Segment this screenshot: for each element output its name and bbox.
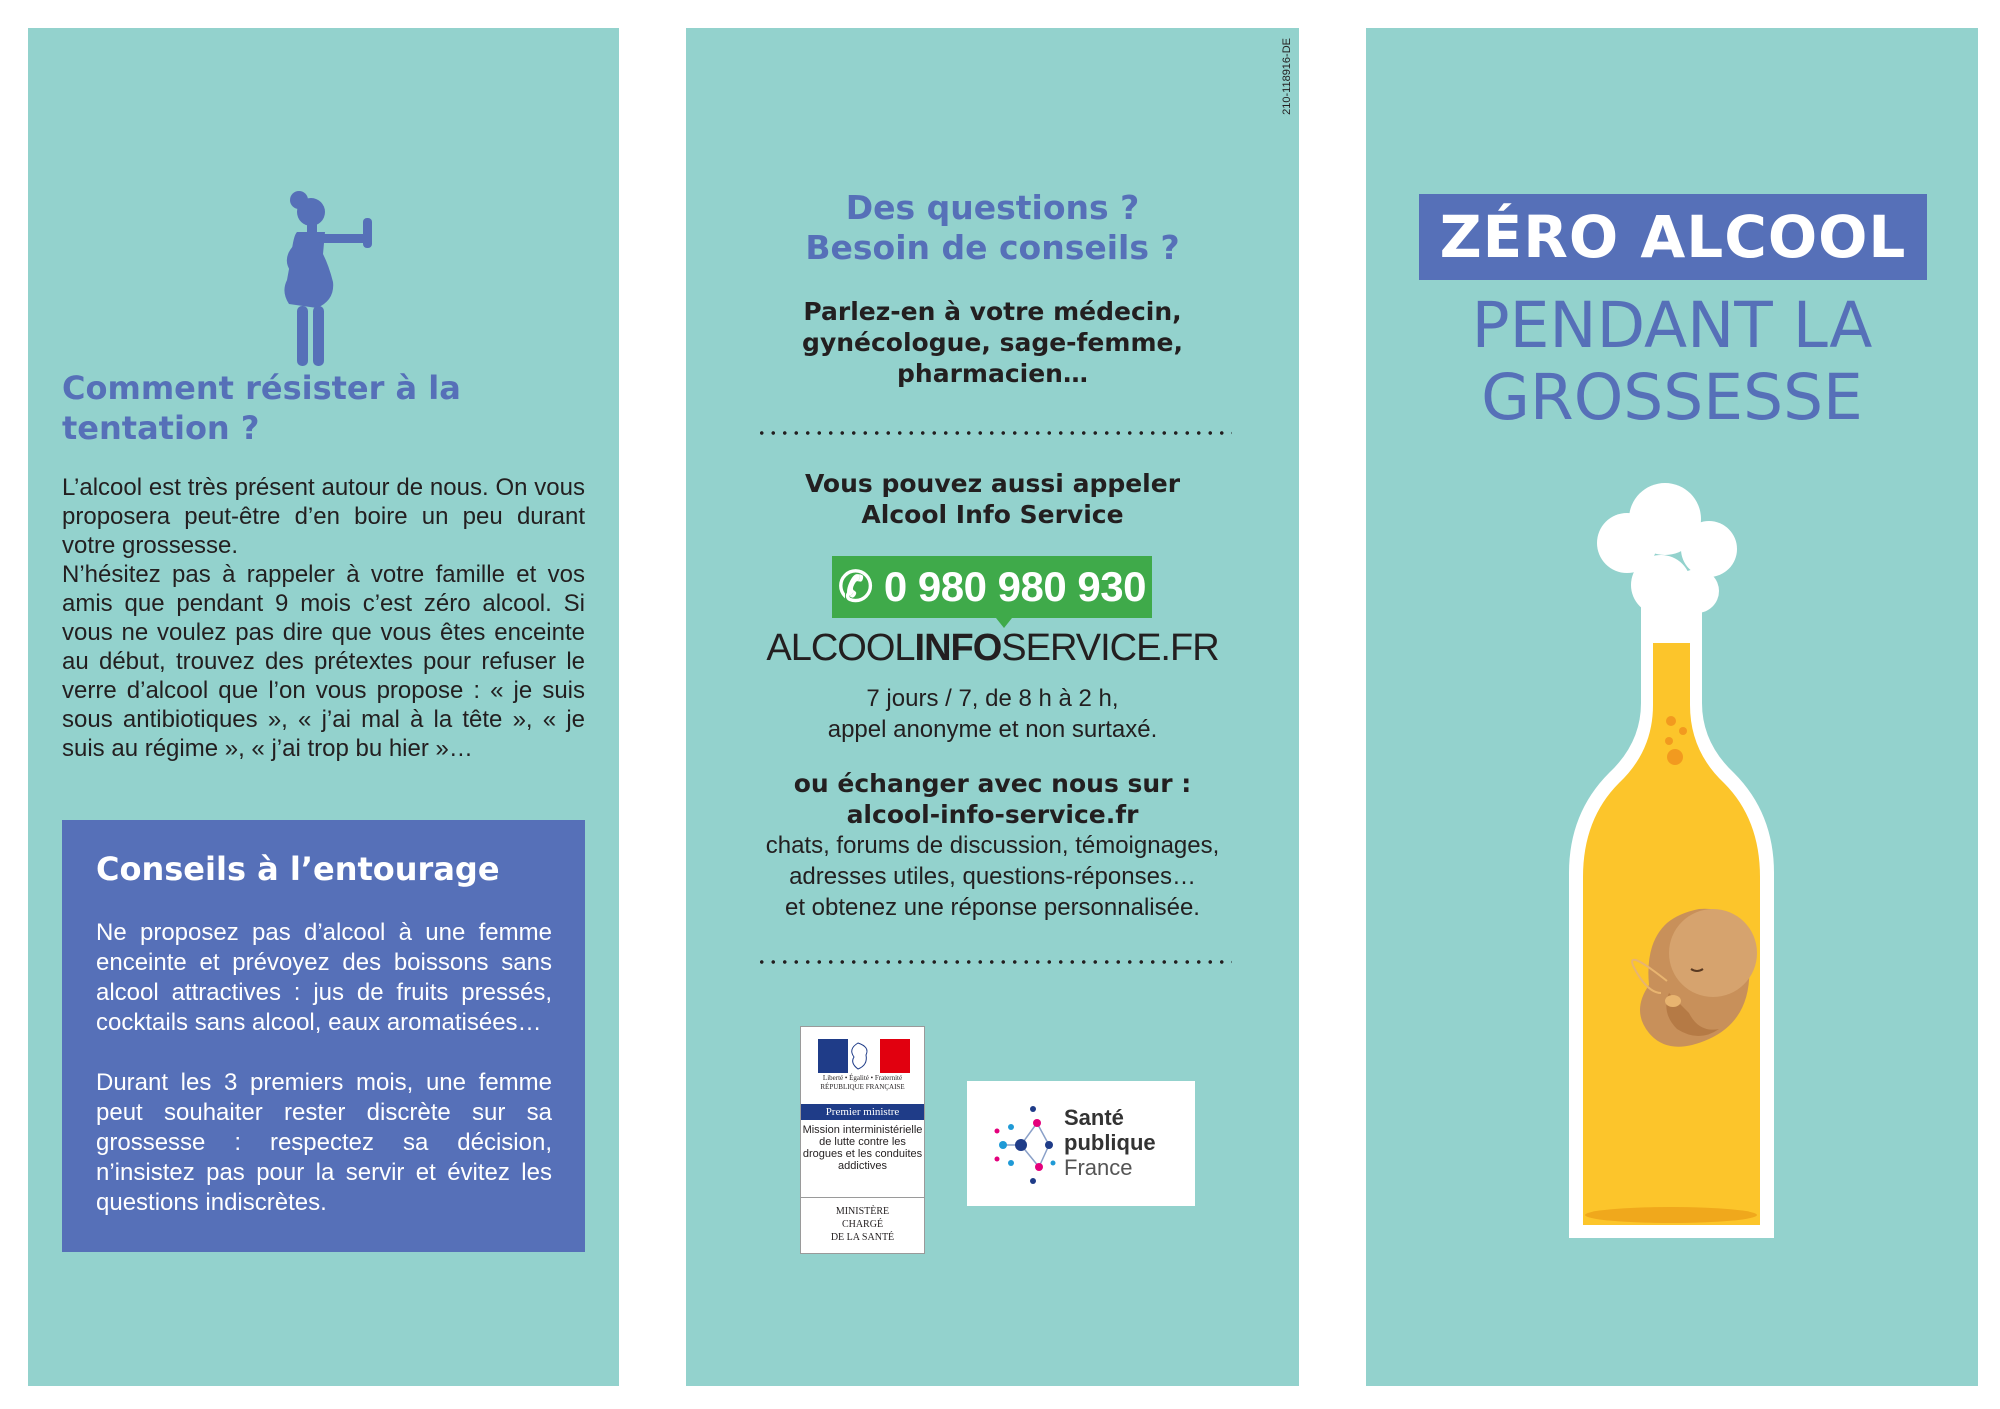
- right-panel: [1366, 28, 1978, 1386]
- subtitle: [1366, 290, 1978, 434]
- left-heading: Comment résister à la tentation ?: [62, 369, 461, 447]
- call-line: Alcool Info Service: [861, 500, 1124, 529]
- spf-line: France: [1064, 1155, 1133, 1180]
- subtitle-line: GROSSESSE: [1481, 361, 1863, 434]
- talk-to-doctor-text: [686, 296, 1299, 389]
- call-text: [686, 468, 1299, 530]
- molecule-dots-icon: [993, 1103, 1057, 1187]
- ministry-line: CHARGÉ: [841, 1219, 884, 1230]
- hours-line: 7 jours / 7, de 8 h à 2 h,: [866, 685, 1119, 712]
- logo-part: ALCOOL: [766, 627, 915, 669]
- republic-line: RÉPUBLIQUE FRANÇAISE: [820, 1083, 905, 1091]
- ministry-text: [801, 1205, 924, 1244]
- talk-line: gynécologue, sage-femme,: [802, 328, 1183, 357]
- advice-title: Conseils à l’entourage: [96, 850, 500, 888]
- questions-line: Besoin de conseils ?: [805, 228, 1180, 267]
- ministry-line: DE LA SANTÉ: [830, 1232, 895, 1243]
- left-body-paragraph: L’alcool est très présent autour de nous. On vous proposera peut-être d’en boire un peu durant votre grossesse.: [62, 474, 585, 559]
- print-code: 210-118916-DE: [1281, 38, 1293, 115]
- questions-line: Des questions ?: [845, 188, 1140, 227]
- dotted-divider: [756, 430, 1232, 436]
- phone-number: 0 980 980 930: [883, 563, 1146, 610]
- advice-body: [96, 918, 552, 1248]
- talk-line: Parlez-en à votre médecin,: [803, 297, 1182, 326]
- left-body-text: [62, 473, 585, 763]
- advice-paragraph: Durant les 3 premiers mois, une femme peut souhaiter rester discrète sur sa grossesse : respectez sa décision, n’insistez pas pour la servir et évitez les questions indiscrètes.: [96, 1069, 552, 1216]
- marianne-flag-icon: [818, 1039, 910, 1073]
- exchange-line: ou échanger avec nous sur :: [793, 769, 1192, 798]
- services-line: chats, forums de discussion, témoignages,: [765, 832, 1220, 859]
- government-motto: [801, 1074, 924, 1092]
- sante-publique-france-text: [1064, 1105, 1156, 1180]
- sante-publique-france-logo: [967, 1081, 1195, 1206]
- phone-handset-icon: ✆: [838, 563, 873, 610]
- call-line: Vous pouvez aussi appeler: [804, 469, 1181, 498]
- logo-part: INFO: [914, 627, 1002, 669]
- website-link[interactable]: alcool-info-service.fr: [846, 800, 1139, 829]
- exchange-text: [686, 768, 1299, 830]
- pregnant-woman-refusing-icon: [271, 188, 381, 373]
- phone-number-badge[interactable]: [832, 556, 1152, 618]
- title-box: [1419, 194, 1927, 280]
- logo-divider: [801, 1197, 924, 1198]
- advice-paragraph: Ne proposez pas d’alcool à une femme enceinte et prévoyez des boissons sans alcool attractives : jus de fruits pressés, cocktails sans alcool, eaux aromatisées…: [96, 919, 552, 1036]
- government-logo: [800, 1026, 925, 1254]
- services-line: adresses utiles, questions-réponses…: [789, 863, 1196, 890]
- title-text: ZÉRO ALCOOL: [1439, 203, 1907, 271]
- motto-line: Liberté • Égalité • Fraternité: [822, 1074, 903, 1082]
- mission-text: Mission interministérielle de lutte contre les drogues et les conduites addictives: [802, 1124, 923, 1172]
- logo-part: SERVICE.FR: [1001, 627, 1219, 669]
- spf-line: Santé: [1064, 1105, 1124, 1130]
- questions-heading: [686, 188, 1299, 268]
- premier-ministre-band: Premier ministre: [801, 1104, 924, 1120]
- spf-line: publique: [1064, 1130, 1156, 1155]
- dotted-divider: [756, 959, 1232, 965]
- left-panel: [28, 28, 619, 1386]
- subtitle-line: PENDANT LA: [1471, 289, 1873, 362]
- middle-panel: [686, 28, 1299, 1386]
- alcool-info-service-logo[interactable]: [686, 623, 1299, 673]
- talk-line: pharmacien…: [897, 359, 1088, 388]
- advice-box: [62, 820, 585, 1252]
- hours-text: [686, 683, 1299, 745]
- services-line: et obtenez une réponse personnalisée.: [785, 894, 1200, 921]
- hours-line: appel anonyme et non surtaxé.: [827, 716, 1158, 743]
- left-body-paragraph: N’hésitez pas à rappeler à votre famille et vos amis que pendant 9 mois c’est zéro alcool. Si vous ne voulez pas dire que vous êtes enceinte au début, trouvez des prétextes pour refuser le verre d’alcool que l’on vous propose : « je suis sous antibiotiques », « j’ai mal à la tête », « je suis au régime », « j’ai trop bu hier »…: [62, 561, 585, 762]
- services-text: [686, 830, 1299, 923]
- beer-bottle-with-fetus-illustration: [1549, 473, 1794, 1253]
- ministry-line: MINISTÈRE: [835, 1206, 890, 1217]
